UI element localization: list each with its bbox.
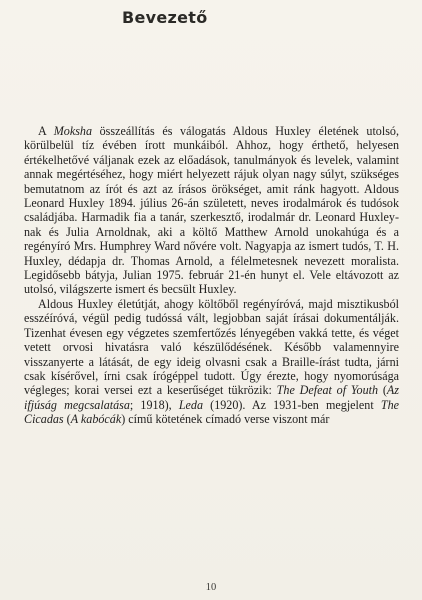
text-segment: A	[38, 124, 54, 138]
text-segment: Aldous Huxley életútját, ahogy költőből regényíróvá, majd misztikusból esszéíróvá, végül pedig tudóssá vált, legjobban saját írásai dokumentálják. Tizenhat évesen egy végzetes szemfertőzés lényegében vakká tette, és véget vetett orvosi hivatásra való készülődésének. Később valamennyire visszanyerte a látását, de egy ideig olvasni csak a Braille-írást tudta, járni csak kísérővel, írni csak írógéppel tudott. Úgy érezte, hogy nyomorúsága végleges; korai versei ezt a keserűséget tükrözik:	[24, 296, 399, 398]
text-segment: ) című kötetének címadó verse viszont már	[121, 412, 330, 427]
text-segment: (	[378, 383, 387, 398]
italic-title-defeat-of-youth: The Defeat of Youth	[276, 383, 379, 398]
italic-title-leda: Leda	[178, 397, 204, 412]
page-number: 10	[205, 582, 217, 593]
italic-title-az-ifjusag: Az ifjúság megcsalatása	[24, 383, 399, 412]
text-segment: (1920). Az 1931-ben megjelent	[203, 397, 381, 412]
chapter-heading: Bevezető	[122, 8, 208, 27]
italic-title-moksha: Moksha	[53, 124, 92, 138]
text-segment: összeállítás és válogatás Aldous Huxley életének utolsó, körülbelül tíz évében írott munkáiból. Ahhoz, hogy érthető, helyesen értékelhetővé váljanak ezek az előadások, tanulmányok és levelek, valamint annak megértéséhez, hogy miért helyezett rájuk olyan nagy súlyt, szükséges bemutatnom az írót és azt az írásos örökséget, amit ránk hagyott. Aldous Leonard Huxley 1894. július 26-án született, neves irodalmárok és tudósok családjába. Harmadik fia a tanár, szerkesztő, irodalmár dr. Leonard Huxley-nak és Julia Arnoldnak, aki a költő Matthew Arnold unokahúga és a regényíró Mrs. Humphrey Ward nővére volt. Nagyapja az ismert tudós, T. H. Huxley, dédapja dr. Thomas Arnold, a félelmetesnek nevezett moralista. Legidősebb bátyja, Julian 1975. február 21-én hunyt el. Vele eltávozott az utolsó, világszerte ismert és becsült Huxley.	[24, 124, 399, 297]
paragraph-1	[24, 124, 399, 297]
text-segment: ; 1918),	[129, 397, 179, 412]
italic-title-a-kabocak: A kabócák	[70, 412, 122, 427]
text-segment: (	[63, 412, 71, 427]
italic-title-the-cicadas: The Cicadas	[24, 397, 399, 427]
paragraph-2	[24, 297, 399, 427]
body-text	[24, 124, 399, 427]
